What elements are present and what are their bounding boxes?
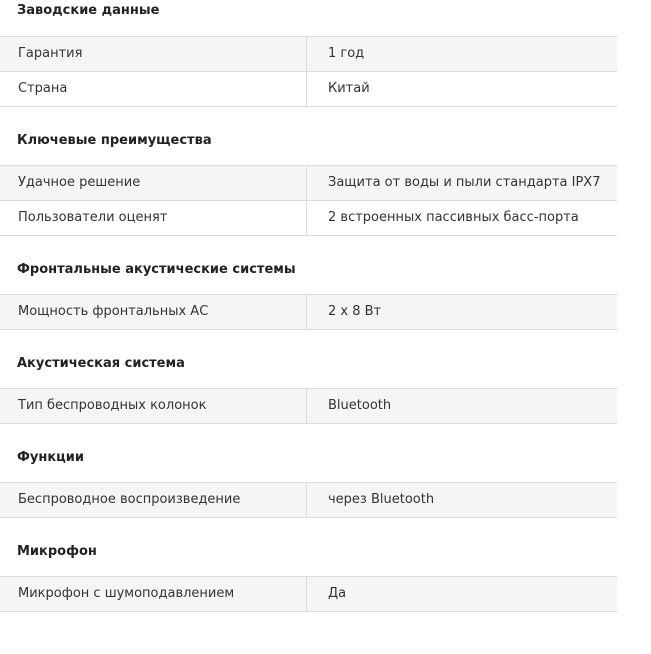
spec-table	[0, 576, 617, 612]
spec-name: Беспроводное воспроизведение	[0, 483, 307, 517]
spec-name: Гарантия	[0, 37, 307, 71]
spec-name: Пользователи оценят	[0, 201, 307, 235]
spec-value: Китай	[328, 81, 370, 96]
spec-row	[0, 295, 617, 330]
spec-section-acoustic-system	[0, 358, 617, 424]
spec-row	[0, 201, 617, 236]
spec-name: Мощность фронтальных АС	[0, 295, 307, 329]
spec-section-factory-data	[0, 0, 617, 107]
spec-value: 1 год	[328, 46, 365, 61]
spec-value: Защита от воды и пыли стандарта IPX7	[328, 175, 601, 190]
spec-value: через Bluetooth	[328, 492, 435, 507]
spec-name: Микрофон с шумоподавлением	[0, 577, 307, 611]
section-title: Микрофон	[17, 544, 97, 559]
spec-row	[0, 72, 617, 107]
spec-value: Да	[328, 586, 347, 601]
spec-value: 2 х 8 Вт	[328, 304, 382, 319]
section-title: Акустическая система	[17, 356, 185, 371]
section-title: Заводские данные	[17, 3, 160, 18]
spec-row	[0, 37, 617, 72]
spec-section-functions	[0, 452, 617, 518]
section-title: Фронтальные акустические системы	[17, 262, 296, 277]
spec-name: Тип беспроводных колонок	[0, 389, 307, 423]
section-title: Ключевые преимущества	[17, 133, 212, 148]
spec-name: Удачное решение	[0, 166, 307, 200]
spec-row	[0, 483, 617, 518]
spec-table	[0, 388, 617, 424]
spec-section-key-advantages	[0, 135, 617, 236]
spec-table	[0, 294, 617, 330]
spec-section-microphone	[0, 546, 617, 612]
spec-row	[0, 577, 617, 612]
spec-row	[0, 389, 617, 424]
spec-table	[0, 165, 617, 236]
spec-name: Страна	[0, 72, 307, 106]
spec-section-front-speakers	[0, 264, 617, 330]
spec-value: 2 встроенных пассивных басс-порта	[328, 210, 579, 225]
spec-row	[0, 166, 617, 201]
spec-table	[0, 36, 617, 107]
section-title: Функции	[17, 450, 85, 465]
spec-value: Bluetooth	[328, 398, 392, 413]
spec-table	[0, 482, 617, 518]
